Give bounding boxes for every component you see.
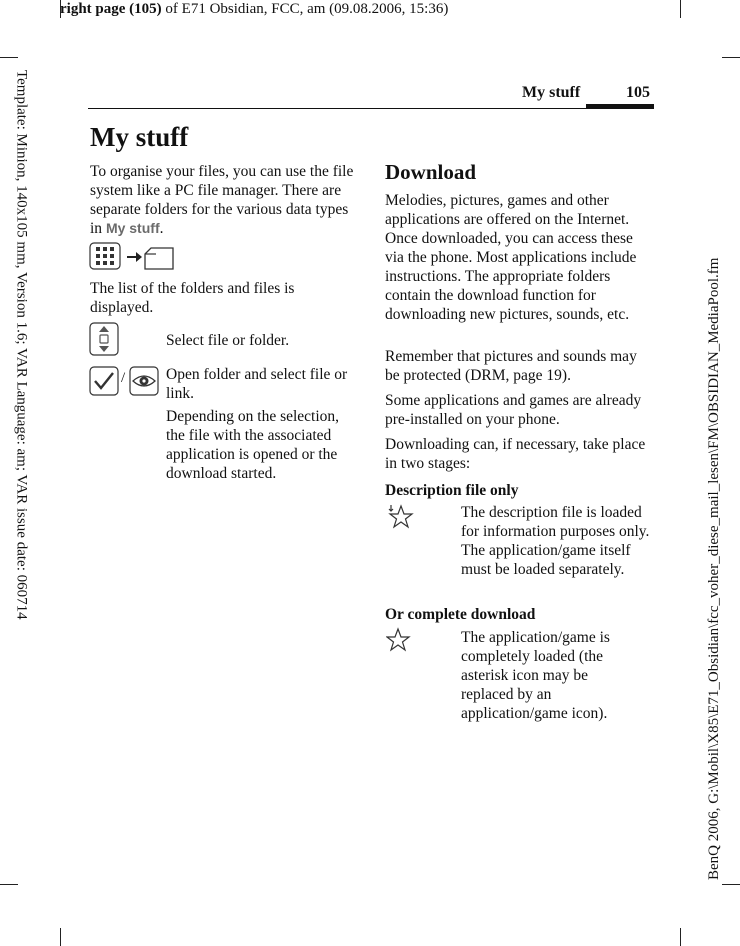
arrow-right-icon	[125, 250, 143, 264]
file-path-margin: BenQ 2006, G:\Mobil\X85\E71_Obsidian\fcc_voher_diese_mail_lesen\FM\OBSIDIAN_MediaPool.fm	[706, 257, 722, 880]
item-text: The description file is loaded for information purposes only. The application/game itself must be loaded separately.	[461, 504, 650, 578]
header-rule	[88, 108, 654, 109]
action-text: Select file or folder.	[166, 332, 290, 349]
print-info-banner	[60, 1, 448, 18]
download-paragraph: Melodies, pictures, games and other applications are offered on the Internet. Once downloaded, you can access these via the phone. Most applications include instructions. The appropriate folders contain the download function for downloading new pictures, sounds, etc.	[385, 192, 637, 323]
download-paragraph: Downloading can, if necessary, take place in two stages:	[385, 436, 646, 472]
print-info-page: right page (105)	[60, 1, 162, 17]
intro-text: To organise your files, you can use the file system like a PC file manager. There are separate folders for the various data types in	[90, 163, 354, 237]
section-title: My stuff	[90, 122, 189, 152]
action-text: Open folder and select file or link.	[166, 366, 348, 402]
header-tab-bar	[586, 104, 654, 108]
star-outline-icon	[386, 626, 414, 654]
folder-icon	[142, 244, 176, 272]
download-title: Download	[385, 160, 477, 184]
running-header-title: My stuff	[522, 84, 581, 101]
crop-mark	[722, 884, 740, 885]
action-note: Depending on the selection, the file with the associated application is opened or the download started.	[166, 408, 340, 482]
crop-mark	[680, 0, 681, 18]
template-info-margin: Template: Minion, 140x105 mm, Version 1.6; VAR Language: am; VAR issue date: 060714	[13, 70, 30, 620]
navigation-key-icon	[89, 322, 119, 356]
list-paragraph: The list of the folders and files is displayed.	[90, 280, 295, 316]
check-softkey-icon	[89, 366, 119, 396]
crop-mark	[0, 884, 18, 885]
download-paragraph: Some applications and games are already pre-installed on your phone.	[385, 392, 642, 428]
intro-period: .	[159, 220, 164, 237]
item-heading: Or complete download	[385, 606, 536, 623]
action-separator: /	[121, 370, 126, 386]
crop-mark	[722, 57, 740, 58]
star-download-icon	[386, 503, 414, 531]
crop-mark	[0, 57, 18, 58]
download-paragraph: Remember that pictures and sounds may be protected (DRM, page 19).	[385, 348, 637, 384]
intro-paragraph	[90, 162, 358, 238]
eye-key-icon	[129, 366, 159, 396]
item-heading: Description file only	[385, 482, 519, 499]
item-text: The application/game is completely loaded (the asterisk icon may be replaced by an application/game icon).	[461, 629, 610, 722]
crop-mark	[680, 928, 681, 946]
menu-path-my-stuff: My stuff	[105, 220, 160, 236]
print-info-detail: of E71 Obsidian, FCC, am (09.08.2006, 15:36)	[161, 1, 449, 17]
crop-mark	[60, 928, 61, 946]
menu-grid-icon	[89, 242, 121, 270]
page-number: 105	[626, 84, 650, 101]
